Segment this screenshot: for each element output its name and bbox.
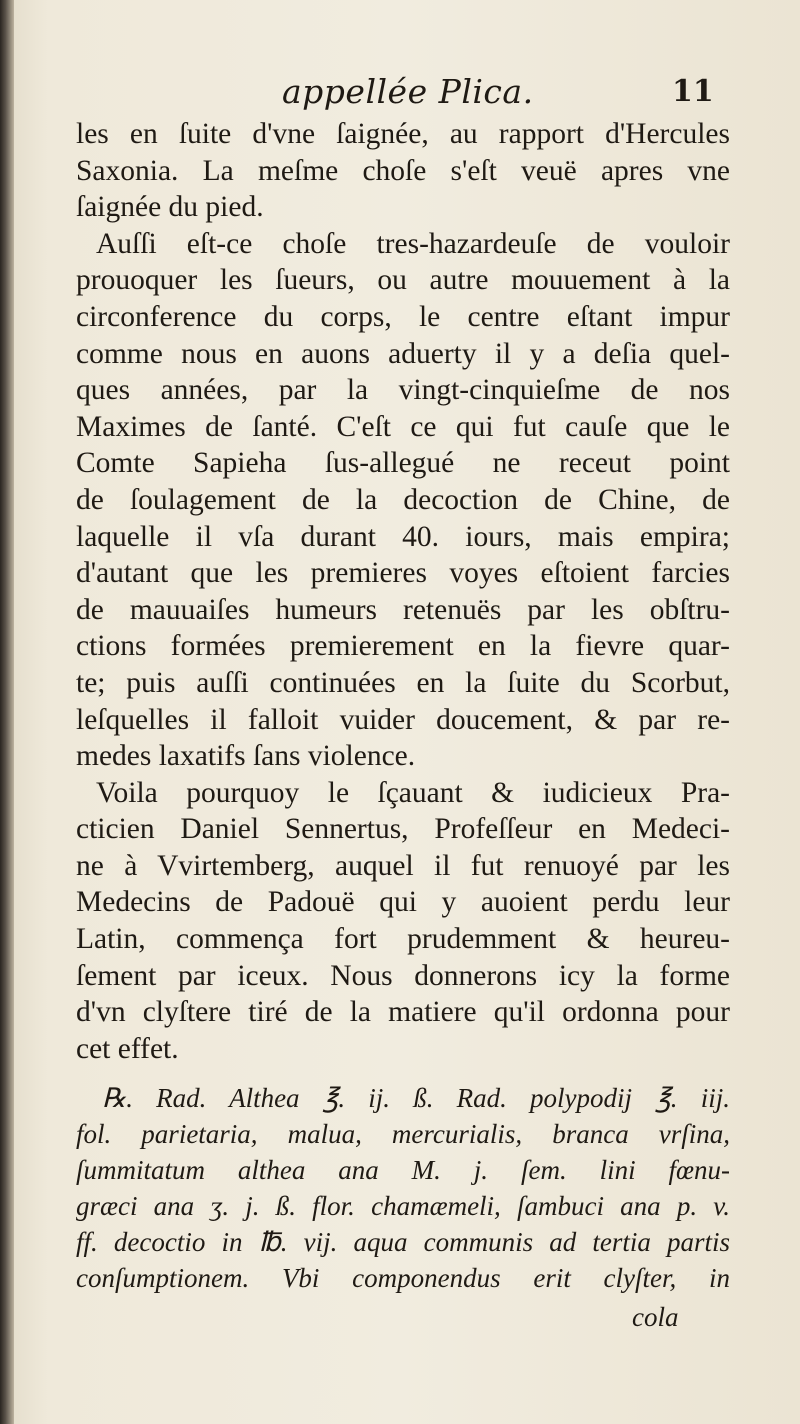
running-title: appellée Plica. <box>282 72 534 111</box>
recipe-line: ℞. Rad. Althea ℥. ij. ß. Rad. polypodij ℥. iij. <box>102 1083 730 1113</box>
recipe-line: græci ana ʒ. j. ß. flor. chamæmeli, ſambuci ana p. v. <box>76 1191 730 1221</box>
text-line: d'autant que les premieres voyes eſtoient farcies <box>76 557 730 590</box>
text-line: Saxonia. La meſme choſe s'eſt veuë apres vne <box>76 154 730 187</box>
text-line: ques années, par la vingt-cinquieſme de nos <box>76 374 730 407</box>
recipe-block <box>76 1080 730 1296</box>
catchword: cola <box>632 1302 679 1332</box>
text-line: d'vn clyſtere tiré de la matiere qu'il ordonna pour <box>76 996 730 1029</box>
text-line: comme nous en auons aduerty il y a deſia quel- <box>76 337 730 370</box>
text-line: Medecins de Padouë qui y auoient perdu leur <box>76 886 730 919</box>
text-line: cticien Daniel Sennertus, Profeſſeur en Medeci- <box>76 813 730 846</box>
recipe-line: fol. parietaria, malua, mercurialis, branca vrſina, <box>76 1119 730 1149</box>
text-line: medes laxatifs ſans violence. <box>76 740 416 773</box>
body-text <box>76 116 730 1067</box>
page-header <box>0 72 800 122</box>
text-line: les en ſuite d'vne ſaignée, au rapport d'Hercules <box>76 118 730 150</box>
text-line: te; puis auſſi continuées en la ſuite du Scorbut, <box>76 666 730 699</box>
text-line: ne à Vvirtemberg, auquel il fut renuoyé par les <box>76 849 730 882</box>
recipe-line: conſumptionem. Vbi componendus erit clyſter, in <box>76 1263 730 1293</box>
text-line: circonference du corps, le centre eſtant impur <box>76 300 730 333</box>
text-line: cet effet. <box>76 1032 179 1065</box>
text-line: Auſſi eſt-ce choſe tres-hazardeuſe de vouloir <box>96 227 730 260</box>
page-number: 11 <box>672 74 714 109</box>
text-line: ſaignée du pied. <box>76 191 264 224</box>
text-line: de mauuaiſes humeurs retenuës par les obſtru- <box>76 593 730 626</box>
text-line: Voila pourquoy le ſçauant & iudicieux Pra- <box>96 776 730 809</box>
text-line: prouoquer les ſueurs, ou autre mouuement à la <box>76 264 730 297</box>
recipe-line: ff. decoctio in ℔. vij. aqua communis ad tertia partis <box>76 1227 730 1257</box>
text-line: Comte Sapieha ſus-allegué ne receut point <box>76 447 730 480</box>
text-line: ctions formées premierement en la fievre quar- <box>76 630 730 663</box>
text-line: Latin, commença fort prudemment & heureu- <box>76 923 730 956</box>
text-line: leſquelles il falloit vuider doucement, & par re- <box>76 703 730 736</box>
text-line: de ſoulagement de la decoction de Chine, de <box>76 483 730 516</box>
recipe-line: ſummitatum althea ana M. j. ſem. lini fœnu- <box>76 1155 730 1185</box>
text-line: laquelle il vſa durant 40. iours, mais empira; <box>76 520 730 553</box>
text-line: ſement par iceux. Nous donnerons icy la forme <box>76 959 730 992</box>
text-line: Maximes de ſanté. C'eſt ce qui fut cauſe que le <box>76 410 730 443</box>
book-gutter-shadow <box>0 0 14 1424</box>
